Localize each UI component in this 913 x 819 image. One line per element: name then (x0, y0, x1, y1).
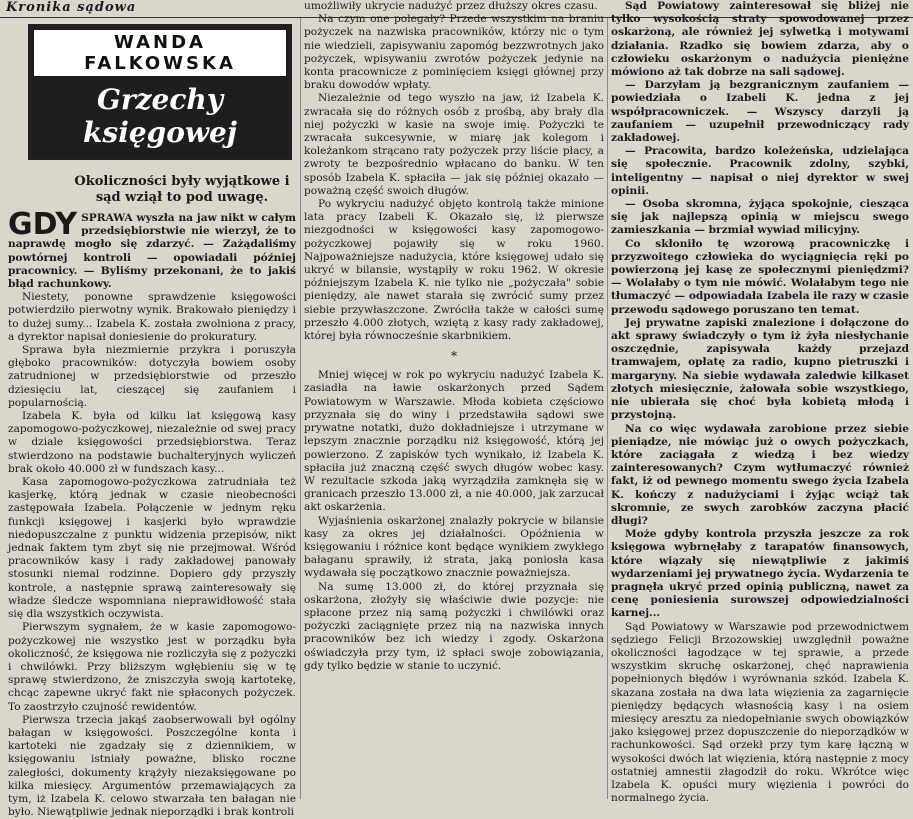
column-divider (607, 18, 608, 799)
article-title: Grzechy księgowej (83, 83, 237, 149)
paragraph: Niestety, ponowne sprawdzenie księgowości potwierdziło pierwotny wynik. Brakowało pieniędzy i to dużej sumy... Izabela K. została zwolniona z pracy, a dyrektor napisał doniesienie do prokuratury. (8, 291, 296, 343)
paragraph: Mniej więcej w rok po wykryciu nadużyć Izabela K. zasiadła na ławie oskarżonych przed Sądem Powiatowym w Warszawie. Młoda kobieta częściowo przyznała się do winy i przedstawiła sądowi swe prywatne notatki, dużo dokładniejsze i utrzymane w lepszym znacznie porządku niż księgowość, którą jej powierzono. Z zapisków tych wynikało, iż Izabela K. spłaciła już znaczną część swych długów wobec kasy. W rezultacie szkoda jaką wyrządziła zamknęła się w granicach przeszło 13.000 zł, a nie 40.000, jak zarzucał akt oskarżenia. (304, 369, 604, 514)
paragraph: Po wykryciu nadużyć objęto kontrolą także minione lata pracy Izabeli K. Okazało się, iż pierwsze niezgodności w księgowości kasy zapomogowo-pożyczkowej pojawiły się w roku 1960. Najpoważniejsze nadużycia, które księgowej udało się ukryć w bilansie, wystąpiły w roku 1962. W okresie późniejszym Izabela K. nie tylko nie „pożyczała" sobie pieniędzy, ale nawet starała się zwrócić sumy przez siebie przywłaszczone. Zwróciła także w całości sumę przeszło 4.000 złotych, wziętą z kasy rady zakładowej, której była równocześnie skarbnikiem. (304, 198, 604, 343)
paragraph: — Darzyłam ją bezgranicznym zaufaniem — powiedziała o Izabeli K. jedna z jej współpracowniczek. — Wszyscy darzyli ją zaufaniem — uzupełnił przewodniczący rady zakładowej. (611, 79, 909, 145)
paragraph: Izabela K. była od kilku lat księgową kasy zapomogowo-pożyczkowej, niezależnie od swej pracy w dziale księgowości przedsiębiorstwa. Teraz stwierdzono na podstawie buchalteryjnych wyliczeń brak około 40.000 zł w fundszach kasy... (8, 410, 296, 475)
paragraph: Na co więc wydawała zarobione przez siebie pieniądze, nie mówiąc już o owych pożyczkach, które zaciągała z wiedzą i bez wiedzy zainteresowanych? Czym wytłumaczyć również fakt, iż od pewnego momentu swego życia Izabela K. kończy z nadużyciami i żyjąc wciąż tak skromnie, ze swych zarobków zaczyna płacić długi? (611, 422, 909, 527)
paragraph: Co skłoniło tę wzorową pracowniczkę i przyzwoitego człowieka do wyciągnięcia ręki po powierzoną jej kasę ze społecznymi pieniędzmi? — Wolałaby o tym nie mówić. Wolałabym tego nie tłumaczyć — odpowiadała Izabela ile razy w czasie przewodu sądowego poruszano ten temat. (611, 237, 909, 316)
paragraph (8, 207, 296, 291)
paragraph: Na czym one polegały? Przede wszystkim na braniu pożyczek na nazwiska pracowników, którzy nic o tym nie wiedzieli, zapisywaniu zapomóg bezzwrotnych jako pożyczek, wpisywaniu zwrotów pożyczek jedynie na konta pracownicze z pominięciem księgi głównej przy braku dowodów wpłaty. (304, 13, 604, 92)
paragraph: Sprawa była niezmiernie przykra i poruszyła głęboko pracowników: dotyczyła bowiem osoby zatrudnionej w przedsiębiorstwie od przeszło dziesięciu lat, cieszącej się zaufaniem i popularnością. (8, 344, 296, 409)
column-1-text (8, 207, 296, 819)
section-separator: * (451, 349, 457, 364)
author-name: WANDA FALKOWSKA (34, 30, 286, 76)
column-3-text (611, 0, 909, 805)
paragraph: Kasa zapomogowo-pożyczkowa zatrudniała też kasjerkę, którą jednak w czasie nieobecności zastępowała Izabela. Połączenie w jednym ręku funkcji księgowej i kasjerki było wprawdzie niedopuszczalne z punktu widzenia przepisów, nikt jednak faktem tym zbyt się nie przejmował. Wśród pracowników kasy i rady zakładowej panowały stosunki niemal rodzinne. Dopiero gdy przyszły kontrole, a następnie sprawą zainteresowały się władze śledcze wspomniana nieprawidłowość stała się dla wszystkich oczywista. (8, 476, 296, 621)
paragraph: Sąd Powiatowy w Warszawie pod przewodnictwem sędziego Felicji Brzozowskiej uwzględnił poważne okoliczności łagodzące w tej sprawie, a przede wszystkim skruchę oskarżonej, chęć naprawienia popełnionych błędów i wyrównania szkód. Izabela K. skazana została na dwa lata więzienia za zagarnięcie pieniędzy będących własnością kasy i na osiem miesięcy aresztu za niedopełnianie swych obowiązków jako księgowej przez dopuszczenie do nieporządków w rachunkowości. Sąd orzekł przy tym karę łączną w wysokości dwóch lat więzienia, którą następnie z mocy ostatniej amnestii złagodził do roku. Wkrótce więc Izabela K. opuści mury więzienia i powróci do normalnego życia. (611, 620, 909, 805)
paragraph: Jej prywatne zapiski znalezione i dołączone do akt sprawy świadczyły o tym iż żyła niesłychanie oszczędnie, zapisywała każdy przejazd tramwajem, opłatę za radio, kupno pietruszki i margaryny. Na siebie wydawała zaledwie kilkaset złotych miesięcznie, żałowała sobie wszystkiego, nie ubierała się choć była kobietą młodą i przystojną. (611, 316, 909, 422)
column-divider (300, 18, 301, 799)
column-1 (8, 18, 296, 819)
paragraph: Pierwszym sygnałem, że w kasie zapomogowo-pożyczkowej nie wszystko jest w porządku była okoliczność, że księgowa nie rozliczyła się z pożyczki i chwilówki. Przy bliższym wgłębieniu się w tę sprawę stwierdzono, że zniszczyła swoją kartotekę, chcąc zapewne ukryć fakt nie spłaconych pożyczek. To zaostrzyło czujność rewidentów. (8, 621, 296, 713)
paragraph: Pierwsza trzecia jakąś zaobserwowali był ogólny bałagan w księgowości. Poszczególne konta i kartoteki nie zgadzały się z dziennikiem, w księgowaniu istniały poważne, blisko roczne zaległości, dokumenty krążyły niezaksięgowane po kilka miesięcy. Argumentów przemawiających za tym, iż Izabela K. celowo stwarzała ten bałagan nie było. Niewątpliwie jednak nieporządki i brak kontroli (8, 713, 296, 819)
paragraph-text: SPRAWA wyszła na jaw nikt w całym przedsiębiorstwie nie wierzył, że to naprawdę mogło się zdarzyć. — Zażądaliśmy powtórnej kontroli — opowiadali później pracownicy. — Byliśmy przekonani, że to jakiś błąd rachunkowy. (8, 212, 296, 291)
paragraph: — Osoba skromna, żyjąca spokojnie, ciesząca się jak najlepszą opinią w miejscu swego zamieszkania — brzmiał wywiad milicyjny. (611, 198, 909, 237)
article-lead: Okoliczności były wyjątkowe i sąd wziął to pod uwagę. (74, 174, 290, 205)
column-2 (304, 0, 604, 799)
column-3 (611, 0, 909, 805)
paragraph: Może gdyby kontrola przyszła jeszcze za rok księgowa wybrnęłaby z tarapatów finansowych, które wiązały się niewątpliwie z jakimiś wydarzeniami jej prywatnego życia. Wydarzenia te pragnęła ukryć przed opinią publiczną, nawet za cenę poniesienia surowszej odpowiedzialności karnej... (611, 528, 909, 620)
section-rubric: Kronika sądowa (6, 0, 137, 15)
column-2-text (304, 0, 604, 673)
paragraph: Wyjaśnienia oskarżonej znalazły pokrycie w bilansie kasy za okres jej działalności. Opóźnienia w księgowaniu i różnice kont będące wynikiem zwykłego bałaganu sprawiły, iż strata, jaką poniosła kasa wydawała się początkowo znacznie poważniejsza. (304, 514, 604, 580)
paragraph: Sąd Powiatowy zainteresował się bliżej nie tylko wysokością straty spowodowanej przez oskarżoną, ale również jej sylwetką i motywami działania. Rzadko się bowiem zdarza, aby o człowieku oskarżonym o nadużycia pieniężne mówiono aż tak dobrze na sali sądowej. (611, 0, 909, 79)
paragraph: Na sumę 13.000 zł, do której przyznała się oskarżona, złożyły się właściwie dwie pozycje: nie spłacone przez nią samą pożyczki i chwilówki oraz pożyczki zaciągnięte przez nią na nazwiska innych pracowników bez ich wiedzy i zgody. Oskarżona oświadczyła przy tym, iż spłaci swoje zobowiązania, gdy tylko będzie w stanie to uczynić. (304, 580, 604, 672)
paragraph: Niezależnie od tego wyszło na jaw, iż Izabela K. zwracała się do różnych osób z prośbą, aby brały dla niej pożyczki w kasie na swoje imię. Pożyczki te zwracała sukcesywnie, w miarę jak kolegom i koleżankom strącano raty pożyczek przy liście płacy, a zwroty te bezpośrednio wpłacano do banku. W ten sposób Izabela K. spłaciła — jak się później okazało — poważną część swoich długów. (304, 92, 604, 197)
paragraph: — Pracowita, bardzo koleżeńska, udzielająca się społecznie. Pracownik zdolny, szybki, inteligentny — napisał o niej dyrektor w swej opinii. (611, 145, 909, 197)
headline-box (28, 24, 292, 160)
paragraph: umożliwiły ukrycie nadużyć przez dłuższy okres czasu. (304, 0, 598, 12)
drop-cap: GDY (8, 207, 78, 242)
